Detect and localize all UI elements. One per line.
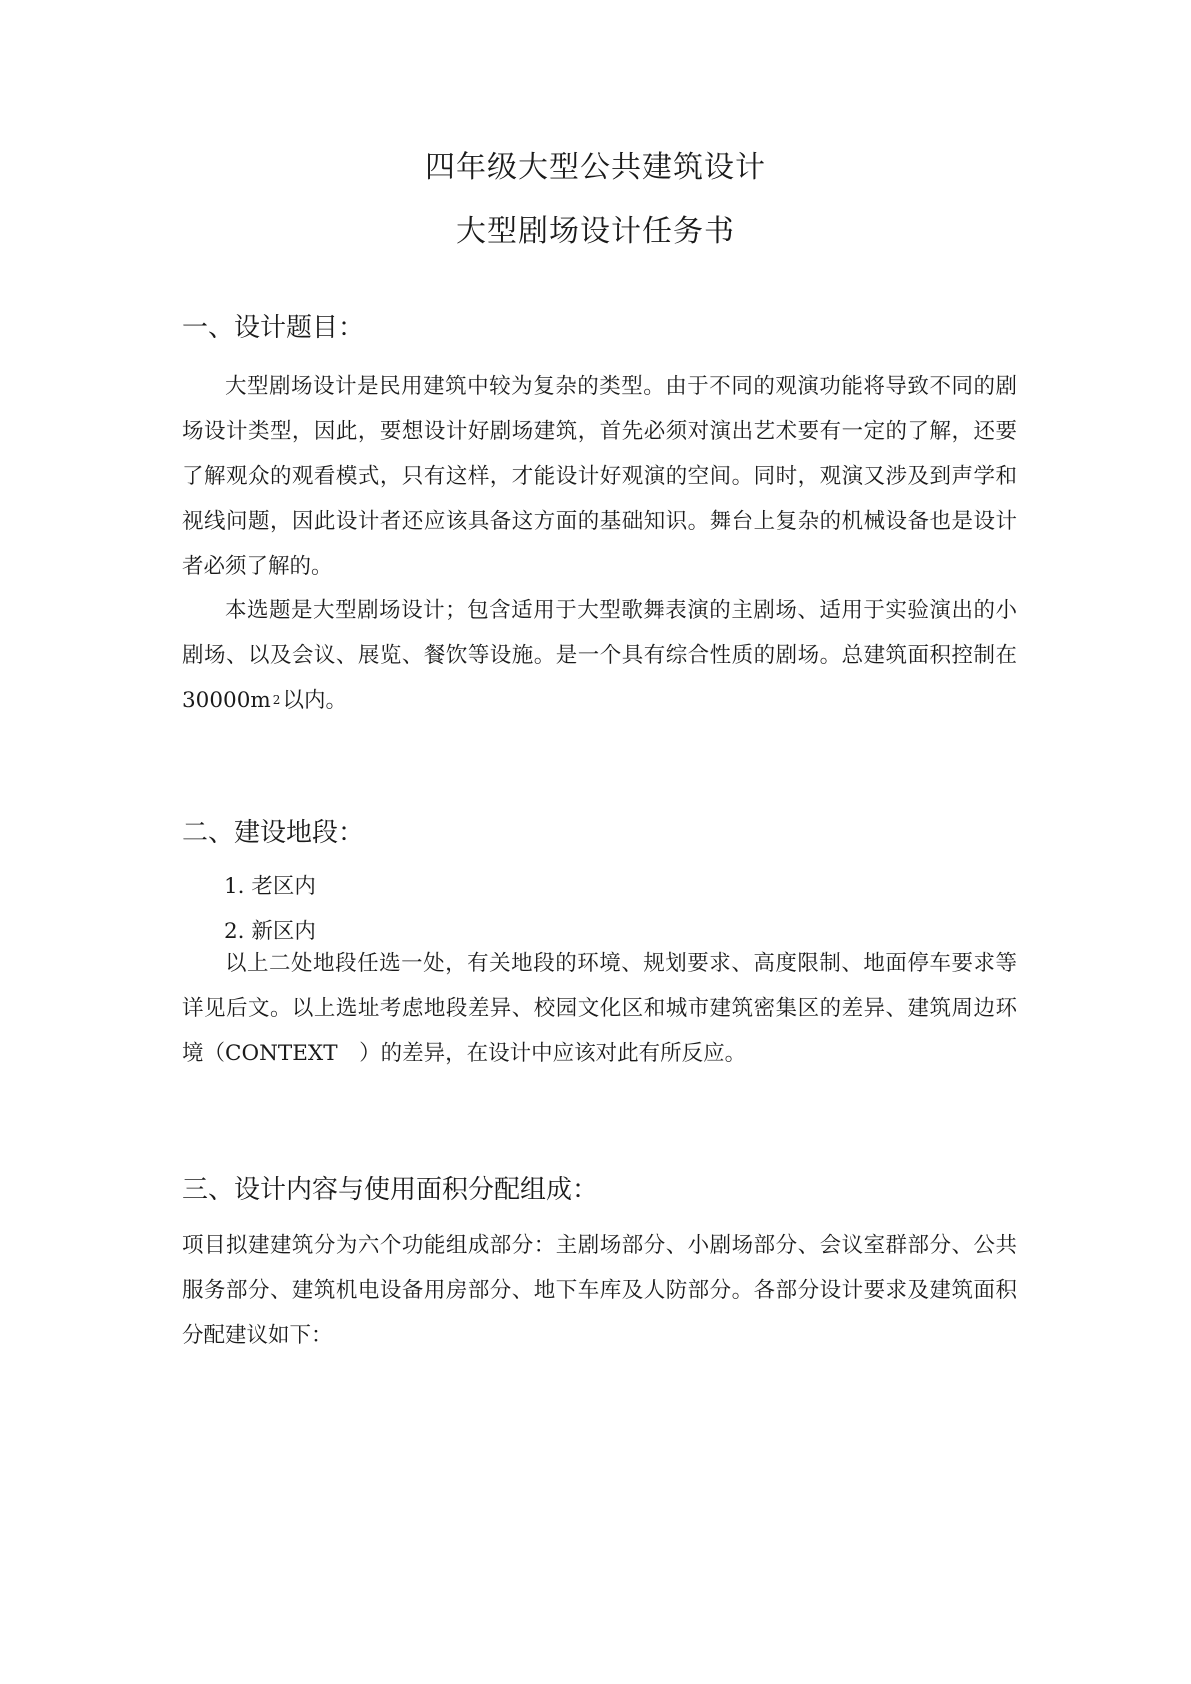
document-title: 四年级大型公共建筑设计 [425, 150, 766, 185]
section-heading-design-content: 三、设计内容与使用面积分配组成： [182, 1175, 599, 1205]
section1-paragraph-2-end: 以内。 [282, 688, 347, 713]
section1-paragraph-2-main: 本选题是大型剧场设计；包含适用于大型歌舞表演的主剧场、适用于实验演出的小剧场、以及会议、展览、餐饮等设施。是一个具有综合性质的剧场。总建筑面积控制在 30000m [182, 598, 1017, 713]
section1-paragraph-2 [182, 588, 1017, 723]
area-unit-superscript: 2 [272, 693, 281, 707]
list-item-old-district: 1. 老区内 [224, 874, 316, 899]
list-item-new-district: 2. 新区内 [224, 919, 316, 944]
section-heading-design-topic: 一、设计题目： [182, 313, 365, 343]
section1-paragraph-1: 大型剧场设计是民用建筑中较为复杂的类型。由于不同的观演功能将导致不同的剧场设计类型，因此，要想设计好剧场建筑，首先必须对演出艺术要有一定的了解，还要了解观众的观看模式，只有这样，才能设计好观演的空间。同时，观演又涉及到声学和视线问题，因此设计者还应该具备这方面的基础知识。舞台上复杂的机械设备也是设计者必须了解的。 [182, 374, 1017, 579]
document-subtitle: 大型剧场设计任务书 [456, 214, 735, 249]
section3-paragraph: 项目拟建建筑分为六个功能组成部分：主剧场部分、小剧场部分、会议室群部分、公共服务部分、建筑机电设备用房部分、地下车库及人防部分。各部分设计要求及建筑面积分配建议如下： [182, 1233, 1017, 1348]
section2-paragraph: 以上二处地段任选一处，有关地段的环境、规划要求、高度限制、地面停车要求等详见后文。以上选址考虑地段差异、校园文化区和城市建筑密集区的差异、建筑周边环境（CONTEXT ）的差异，在设计中应该对此有所反应。 [182, 951, 1017, 1066]
section-heading-site: 二、建设地段： [182, 818, 365, 848]
